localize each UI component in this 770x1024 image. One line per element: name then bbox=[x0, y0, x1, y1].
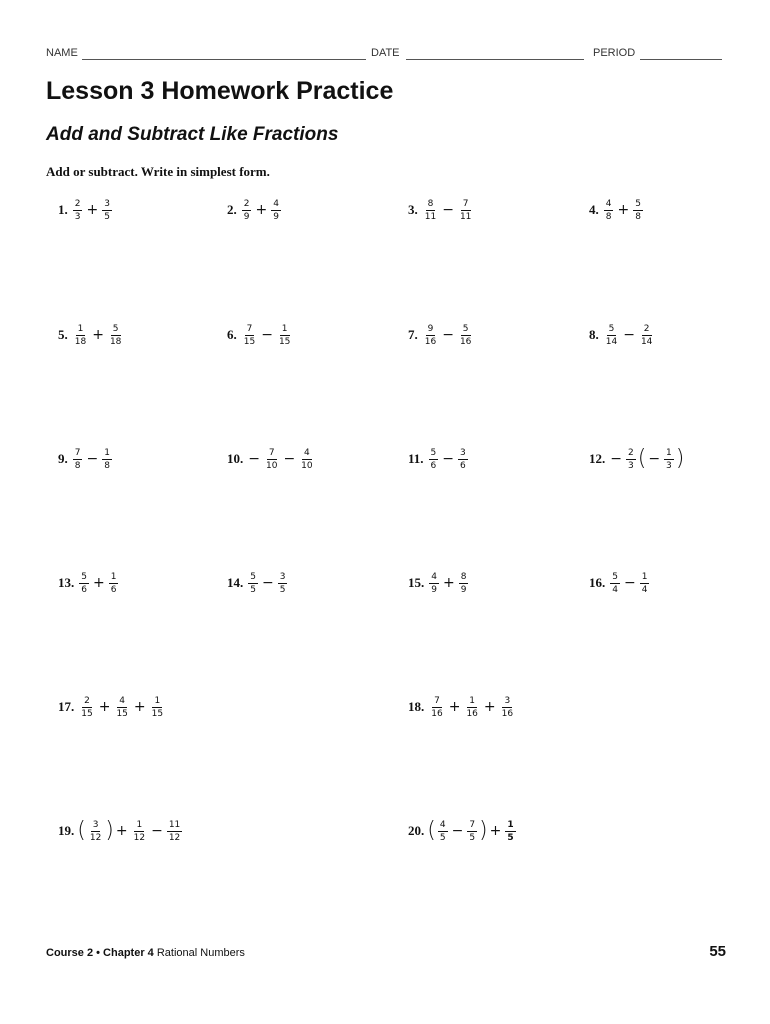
negative-sign: − bbox=[248, 451, 260, 467]
operator: − bbox=[151, 823, 163, 839]
negative-sign: − bbox=[610, 451, 622, 467]
negative-sign: − bbox=[648, 451, 661, 467]
fraction: $\frac{5}{5}$ bbox=[250, 571, 256, 595]
problem-17 bbox=[58, 692, 167, 722]
problem-number: 1. bbox=[58, 202, 68, 217]
fraction: $\frac{1}{3}$ bbox=[666, 447, 672, 471]
problem-number: 18. bbox=[408, 699, 425, 714]
problem-number: 2. bbox=[227, 202, 237, 217]
right-paren: ) bbox=[675, 446, 685, 471]
operator: + bbox=[92, 327, 104, 343]
fraction: $\frac{5}{6}$ bbox=[430, 447, 437, 471]
problem-12 bbox=[589, 444, 684, 474]
fraction: $\frac{9}{16}$ bbox=[424, 323, 437, 347]
fraction: $\frac{3}{16}$ bbox=[501, 695, 514, 719]
problem-number: 16. bbox=[589, 575, 606, 590]
operator: + bbox=[483, 699, 496, 715]
problem-7 bbox=[408, 320, 475, 350]
fraction: $\frac{4}{15}$ bbox=[116, 695, 128, 719]
problem-number: 17. bbox=[58, 699, 75, 714]
problem-number: 6. bbox=[227, 327, 237, 342]
footer-topic: Rational Numbers bbox=[156, 947, 245, 959]
fraction: $\frac{4}{8}$ bbox=[605, 198, 612, 222]
period-label: PERIOD bbox=[593, 47, 636, 59]
problem-number: 8. bbox=[589, 327, 599, 342]
operator: + bbox=[255, 202, 268, 218]
problem-number: 15. bbox=[408, 575, 425, 590]
date-blank[interactable] bbox=[406, 59, 584, 60]
fraction: $\frac{1}{15}$ bbox=[278, 323, 291, 347]
operator: − bbox=[623, 327, 635, 343]
fraction: $\frac{5}{6}$ bbox=[81, 571, 87, 595]
problem-13 bbox=[58, 568, 120, 598]
fraction: $\frac{1}{6}$ bbox=[110, 571, 117, 595]
fraction: $\frac{4}{9}$ bbox=[431, 571, 437, 595]
period-blank[interactable] bbox=[640, 59, 722, 60]
operator: + bbox=[442, 575, 455, 591]
fraction: $\frac{1}{12}$ bbox=[133, 819, 146, 843]
operator: + bbox=[133, 699, 146, 715]
problem-4 bbox=[589, 195, 645, 225]
problem-number: 12. bbox=[589, 451, 606, 466]
fraction: $\frac{5}{16}$ bbox=[459, 323, 472, 347]
problem-2 bbox=[227, 195, 283, 225]
problem-6 bbox=[227, 320, 294, 350]
problem-number: 7. bbox=[408, 327, 418, 342]
operator: − bbox=[283, 451, 296, 467]
problem-number: 9. bbox=[58, 451, 68, 466]
fraction: $\frac{11}{12}$ bbox=[168, 819, 181, 843]
name-blank[interactable] bbox=[82, 59, 366, 60]
problem-1 bbox=[58, 195, 114, 225]
fraction: $\frac{1}{5}$ bbox=[507, 819, 514, 843]
fraction: $\frac{5}{14}$ bbox=[605, 323, 618, 347]
operator: + bbox=[489, 823, 502, 839]
fraction: $\frac{2}{3}$ bbox=[627, 447, 634, 471]
fraction: $\frac{4}{10}$ bbox=[301, 447, 313, 471]
fraction: $\frac{7}{8}$ bbox=[74, 447, 81, 471]
fraction: $\frac{3}{6}$ bbox=[460, 447, 466, 471]
operator: + bbox=[448, 699, 461, 715]
fraction: $\frac{8}{11}$ bbox=[424, 198, 437, 222]
fraction: $\frac{3}{5}$ bbox=[279, 571, 286, 595]
footer-course-chapter: Course 2 • Chapter 4 bbox=[46, 947, 154, 959]
problem-number: 3. bbox=[408, 202, 418, 217]
operator: − bbox=[623, 575, 636, 591]
fraction: $\frac{7}{5}$ bbox=[469, 819, 476, 843]
page-subtitle: Add and Subtract Like Fractions bbox=[46, 124, 339, 145]
header-fields bbox=[46, 47, 726, 63]
problem-19 bbox=[58, 816, 184, 846]
operator: + bbox=[115, 823, 128, 839]
fraction: $\frac{1}{15}$ bbox=[151, 695, 164, 719]
operator: − bbox=[261, 575, 274, 591]
date-label: DATE bbox=[371, 47, 400, 59]
problem-number: 10. bbox=[227, 451, 244, 466]
operator: − bbox=[451, 823, 464, 839]
problem-3 bbox=[408, 195, 475, 225]
page-number: 55 bbox=[709, 943, 726, 960]
fraction: $\frac{5}{4}$ bbox=[612, 571, 618, 595]
problem-number: 11. bbox=[408, 451, 424, 466]
right-paren: ) bbox=[479, 818, 488, 843]
fraction: $\frac{2}{15}$ bbox=[81, 695, 93, 719]
problem-number: 14. bbox=[227, 575, 244, 590]
fraction: $\frac{1}{18}$ bbox=[74, 323, 87, 347]
problem-number: 4. bbox=[589, 202, 599, 217]
left-paren: ( bbox=[427, 818, 436, 843]
operator: − bbox=[442, 451, 455, 467]
fraction: $\frac{4}{5}$ bbox=[439, 819, 446, 843]
fraction: $\frac{7}{16}$ bbox=[431, 695, 443, 719]
operator: + bbox=[86, 202, 99, 218]
problem-number: 20. bbox=[408, 823, 425, 838]
problem-16 bbox=[589, 568, 651, 598]
page-title: Lesson 3 Homework Practice bbox=[46, 77, 394, 105]
problem-18 bbox=[408, 692, 517, 722]
operator: − bbox=[442, 202, 454, 218]
problem-number: 5. bbox=[58, 327, 68, 342]
problem-8 bbox=[589, 320, 656, 350]
problem-number: 19. bbox=[58, 823, 75, 838]
fraction: $\frac{8}{9}$ bbox=[460, 571, 467, 595]
footer-course bbox=[46, 947, 245, 959]
fraction: $\frac{5}{8}$ bbox=[635, 198, 641, 222]
problem-5 bbox=[58, 320, 125, 350]
left-paren: ( bbox=[77, 818, 86, 843]
problem-9 bbox=[58, 444, 114, 474]
fraction: $\frac{2}{3}$ bbox=[74, 198, 81, 222]
instructions: Add or subtract. Write in simplest form. bbox=[46, 164, 270, 179]
problem-10 bbox=[227, 444, 317, 474]
fraction: $\frac{7}{10}$ bbox=[265, 447, 278, 471]
fraction: $\frac{1}{8}$ bbox=[104, 447, 110, 471]
fraction: $\frac{1}{16}$ bbox=[466, 695, 478, 719]
problem-11 bbox=[408, 444, 470, 474]
operator: + bbox=[98, 699, 111, 715]
fraction: $\frac{1}{4}$ bbox=[641, 571, 648, 595]
problem-number: 13. bbox=[58, 575, 75, 590]
operator: − bbox=[86, 451, 99, 467]
operator: − bbox=[261, 327, 273, 343]
problem-14 bbox=[227, 568, 289, 598]
fraction: $\frac{2}{14}$ bbox=[640, 323, 653, 347]
right-paren: ) bbox=[105, 818, 114, 843]
fraction: $\frac{7}{15}$ bbox=[243, 323, 256, 347]
fraction: $\frac{4}{9}$ bbox=[273, 198, 279, 222]
fraction: $\frac{2}{9}$ bbox=[243, 198, 250, 222]
problem-15 bbox=[408, 568, 470, 598]
operator: − bbox=[442, 327, 454, 343]
fraction: $\frac{7}{11}$ bbox=[459, 198, 472, 222]
fraction: $\frac{5}{18}$ bbox=[109, 323, 122, 347]
left-paren: ( bbox=[637, 446, 647, 471]
problem-20 bbox=[408, 816, 518, 846]
fraction: $\frac{3}{12}$ bbox=[89, 819, 102, 843]
operator: + bbox=[617, 202, 630, 218]
operator: + bbox=[92, 575, 105, 591]
fraction: $\frac{3}{5}$ bbox=[104, 198, 110, 222]
name-label: NAME bbox=[46, 47, 78, 59]
